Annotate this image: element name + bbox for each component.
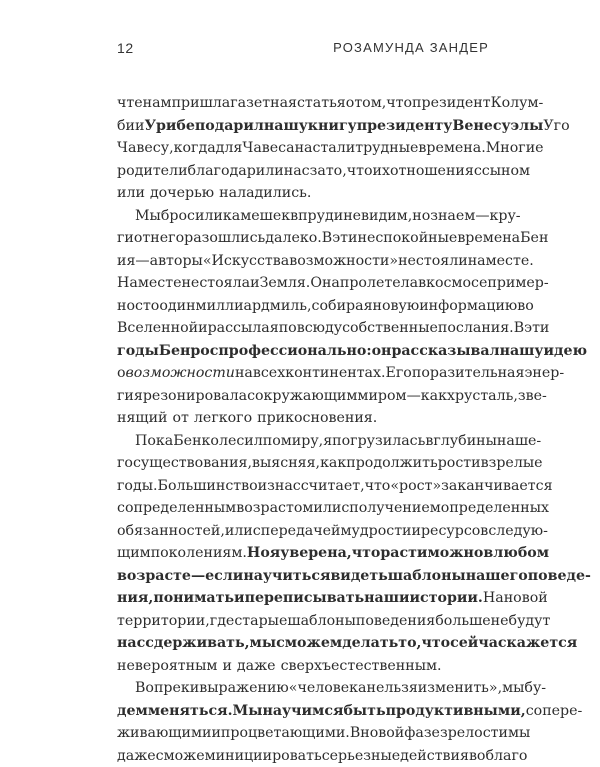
word: территории, [117, 610, 210, 633]
word: колесил [202, 430, 263, 453]
word: нас [117, 632, 145, 655]
word: больше [435, 610, 490, 633]
word: чте [117, 92, 143, 115]
word: зве- [518, 385, 547, 408]
word: даже [237, 655, 276, 678]
word: сдерживать, [145, 632, 249, 655]
word: том, [354, 92, 386, 115]
word: Большинство [158, 475, 258, 498]
word: собственные [342, 317, 438, 340]
word: рост [438, 452, 471, 475]
word: в [481, 452, 489, 475]
word: я [323, 430, 332, 453]
word: то, [326, 160, 347, 183]
word: получением [349, 497, 440, 520]
word: знаем [430, 205, 475, 228]
text-line [117, 700, 489, 723]
word: На [117, 272, 138, 295]
word: благодарили [188, 160, 284, 183]
word: статья [297, 92, 346, 115]
word: и [334, 205, 343, 228]
word: стояла [199, 272, 250, 295]
word: переписывать [245, 587, 365, 610]
word: обязанностей, [117, 520, 225, 543]
word: кажется [507, 632, 578, 655]
word: нас [275, 475, 301, 498]
word: не [181, 272, 199, 295]
word: космосе [426, 272, 487, 295]
word: от [134, 227, 150, 250]
text-line [117, 745, 489, 767]
word: миль, [270, 295, 312, 318]
word: мудрости [341, 520, 412, 543]
word: и [471, 452, 480, 475]
text-line [117, 205, 489, 228]
word: определенных [441, 497, 549, 520]
word: нящий [117, 407, 168, 430]
word: Бен [520, 227, 548, 250]
word: что [365, 475, 391, 498]
word: поведения [356, 610, 435, 633]
word: для [216, 137, 243, 160]
word: Его [386, 362, 412, 385]
word: следую- [488, 520, 548, 543]
word: дем [117, 700, 148, 723]
word: «человека [289, 677, 367, 700]
word: Вселенной [117, 317, 198, 340]
word: В [322, 227, 332, 250]
word: Уго [543, 115, 569, 138]
word: заканчивается [441, 475, 552, 498]
word: расти [380, 542, 427, 565]
word: мы [250, 632, 277, 655]
word: мы [502, 677, 524, 700]
word: нам [143, 92, 172, 115]
word: истории. [410, 587, 483, 610]
word: неспокойные [358, 227, 458, 250]
text-line [117, 475, 489, 498]
word: продолжить [346, 452, 437, 475]
word: зрелости [440, 722, 508, 745]
word: и [198, 317, 207, 340]
word: в [483, 542, 493, 565]
word: ги [117, 227, 134, 250]
word: стояли [416, 250, 468, 273]
word: энер- [524, 362, 564, 385]
word: возрастом [236, 497, 313, 520]
word: старые [234, 610, 287, 633]
word: президенту [357, 115, 453, 138]
word: Но [247, 542, 270, 565]
word: континентах. [285, 362, 385, 385]
word: нашего [466, 565, 528, 588]
word: и [412, 520, 421, 543]
word: или [225, 520, 253, 543]
word: миру, [281, 430, 323, 453]
word: легкого [194, 407, 252, 430]
word: с [247, 385, 255, 408]
word: из [258, 475, 275, 498]
word: родители [117, 160, 188, 183]
word: наши [364, 587, 409, 610]
word: о [346, 92, 355, 115]
word: пруд [298, 205, 334, 228]
word: не [343, 205, 361, 228]
word: сверхъестественным. [281, 655, 442, 678]
word: трудные [355, 137, 418, 160]
word: невероятным [117, 655, 217, 678]
word: благо [485, 745, 527, 767]
word: миром [357, 385, 406, 408]
word: наладились. [219, 182, 311, 205]
text-line [117, 227, 489, 250]
word: делать [342, 632, 398, 655]
word: настали [295, 137, 356, 160]
word: гия [117, 385, 143, 408]
word: определенным [125, 497, 236, 520]
word: кру- [490, 205, 521, 228]
word: на [468, 250, 486, 273]
text-line [117, 272, 489, 295]
word: дочерью [150, 182, 214, 205]
word: и [117, 250, 126, 273]
word: бросили [161, 205, 223, 228]
word: Мы [233, 700, 263, 723]
word: всех [253, 362, 285, 385]
word: и [222, 655, 231, 678]
word: На [483, 587, 504, 610]
text-line [117, 362, 489, 385]
text-line [117, 722, 489, 745]
word: я [126, 250, 135, 273]
word: или [313, 497, 341, 520]
word: выясняя, [252, 452, 320, 475]
page-number: 12 [117, 40, 134, 56]
word: Бен [159, 340, 191, 363]
word: действия [400, 745, 469, 767]
text-line [117, 430, 489, 453]
word: окружающим [255, 385, 357, 408]
word: возможности [126, 362, 235, 385]
word: где [210, 610, 235, 633]
word: Чавеса [242, 137, 294, 160]
word: сможем [156, 745, 216, 767]
word: нашу [500, 340, 544, 363]
word: миллиард [196, 295, 270, 318]
word: наше- [497, 430, 541, 453]
word: эти [524, 317, 549, 340]
word: в [290, 205, 298, 228]
word: в [418, 272, 426, 295]
word: за [310, 160, 326, 183]
word: «Искусства [203, 250, 289, 273]
word: шаблоны [388, 565, 466, 588]
word: фазе [404, 722, 440, 745]
word: Многие [486, 137, 544, 160]
word: и [250, 272, 259, 295]
word: рассказывал [391, 340, 499, 363]
word: если [205, 565, 243, 588]
word: что [386, 92, 412, 115]
word: времена. [418, 137, 485, 160]
word: как [320, 452, 346, 475]
text-line [117, 565, 489, 588]
word: один [159, 295, 195, 318]
word: что [352, 542, 381, 565]
word: их [373, 160, 390, 183]
word: — [475, 205, 489, 228]
word: В [514, 317, 524, 340]
word: Урибе [144, 115, 194, 138]
text-line [117, 340, 489, 363]
word: изменить», [418, 677, 502, 700]
word: любом [493, 542, 549, 565]
word: — [135, 250, 149, 273]
word: Мы [135, 205, 161, 228]
word: — [407, 385, 421, 408]
word: продуктивными, [386, 700, 526, 723]
text-line [117, 520, 489, 543]
word: глубины [433, 430, 497, 453]
text-line [117, 182, 489, 205]
text-line [117, 250, 489, 273]
word: Венесуэлы [452, 115, 543, 138]
word: повсюду [279, 317, 342, 340]
word: подарил [195, 115, 264, 138]
word: Колум- [491, 92, 544, 115]
running-head-author: РОЗАМУНДА ЗАНДЕР [333, 40, 489, 55]
word: не [398, 250, 416, 273]
text-line [117, 115, 489, 138]
text-line [117, 587, 489, 610]
word: рос [190, 340, 218, 363]
word: сыном [482, 160, 530, 183]
word: профессионально: [218, 340, 371, 363]
word: бии [117, 115, 144, 138]
text-line [117, 632, 489, 655]
word: Она [310, 272, 340, 295]
word: ресурсов [421, 520, 488, 543]
text-line [117, 385, 489, 408]
word: новой [504, 587, 548, 610]
word: Пока [135, 430, 173, 453]
text-line [117, 92, 489, 115]
word: научиться [243, 565, 330, 588]
word: книгу [308, 115, 357, 138]
text-line [117, 655, 489, 678]
word: что [347, 160, 373, 183]
word: нельзя [367, 677, 418, 700]
word: эти [332, 227, 357, 250]
word: зрелые [489, 452, 543, 475]
word: с [253, 520, 261, 543]
word: можно [427, 542, 483, 565]
word: пример- [487, 272, 548, 295]
word: меняться. [148, 700, 233, 723]
word: времена [457, 227, 520, 250]
word: возрасте [117, 565, 191, 588]
word: годы. [117, 475, 158, 498]
word: месте [138, 272, 182, 295]
word: не [491, 610, 509, 633]
word: В [350, 722, 360, 745]
word: пришла [172, 92, 231, 115]
word: идею [544, 340, 588, 363]
word: выражению [199, 677, 289, 700]
word: я [270, 542, 280, 565]
word: уверена, [280, 542, 351, 565]
word: — [191, 565, 205, 588]
word: как [421, 385, 447, 408]
word: хрусталь, [447, 385, 518, 408]
text-line [117, 610, 489, 633]
word: понимать [153, 587, 234, 610]
text-line [117, 137, 489, 160]
word: даже [117, 745, 156, 767]
word: серьезные [322, 745, 400, 767]
word: или [117, 182, 145, 205]
word: далеко. [265, 227, 322, 250]
word: Бен [173, 430, 201, 453]
word: научимся [262, 700, 343, 723]
word: возможности» [289, 250, 398, 273]
text-line [117, 677, 489, 700]
running-head [117, 40, 489, 58]
word: бу- [524, 677, 546, 700]
word: считает, [301, 475, 365, 498]
word: но [412, 205, 430, 228]
word: послания. [438, 317, 514, 340]
word: рассылая [208, 317, 279, 340]
word: по [263, 430, 281, 453]
word: что [422, 632, 451, 655]
word: разошлись [184, 227, 265, 250]
word: сможем [276, 632, 342, 655]
word: мы [508, 722, 530, 745]
word: камешек [223, 205, 290, 228]
word: на [235, 362, 253, 385]
text-line [117, 295, 489, 318]
word: и [211, 722, 220, 745]
word: пролетела [340, 272, 418, 295]
text-line [117, 160, 489, 183]
word: собирая [312, 295, 373, 318]
word: сопере- [526, 700, 583, 723]
word: прикосновения. [257, 407, 377, 430]
word: быть [343, 700, 385, 723]
word: «рост» [390, 475, 441, 498]
word: новую [373, 295, 420, 318]
word: щим [117, 542, 151, 565]
word: Вопреки [135, 677, 199, 700]
text-line [117, 497, 489, 520]
word: го [117, 452, 133, 475]
word: газетная [230, 92, 297, 115]
body-text [117, 92, 489, 767]
word: но [117, 295, 135, 318]
word: видеть [330, 565, 387, 588]
word: шаблоны [287, 610, 356, 633]
word: с [474, 160, 482, 183]
word: информацию [419, 295, 517, 318]
word: о [117, 362, 126, 385]
word: будут [509, 610, 551, 633]
word: поколениям. [151, 542, 247, 565]
text-line [117, 317, 489, 340]
word: с [117, 497, 125, 520]
word: нашу [264, 115, 308, 138]
word: президент [412, 92, 491, 115]
word: в [425, 430, 433, 453]
word: когда [174, 137, 216, 160]
word: поведе- [528, 565, 591, 588]
word: сто [135, 295, 159, 318]
word: с [341, 497, 349, 520]
word: процветающими. [221, 722, 350, 745]
word: то, [398, 632, 421, 655]
word: погрузилась [332, 430, 425, 453]
word: существования, [133, 452, 252, 475]
word: живающими [117, 722, 211, 745]
text-line [117, 452, 489, 475]
text-line [117, 542, 489, 565]
word: передачей [261, 520, 341, 543]
word: авторы [150, 250, 203, 273]
word: новой [360, 722, 404, 745]
word: поразительная [412, 362, 525, 385]
word: резонировала [143, 385, 247, 408]
word: него [150, 227, 184, 250]
word: видим, [361, 205, 412, 228]
word: от [173, 407, 189, 430]
word: во [517, 295, 534, 318]
word: Земля. [260, 272, 311, 295]
word: нас [284, 160, 310, 183]
word: ния, [117, 587, 153, 610]
text-line [117, 407, 489, 430]
word: сейчас [450, 632, 506, 655]
word: инициировать [216, 745, 322, 767]
word: он [372, 340, 392, 363]
word: месте. [486, 250, 534, 273]
word: во [469, 745, 486, 767]
word: Чавесу, [117, 137, 174, 160]
word: годы [117, 340, 159, 363]
word: отношения [390, 160, 474, 183]
word: и [234, 587, 245, 610]
